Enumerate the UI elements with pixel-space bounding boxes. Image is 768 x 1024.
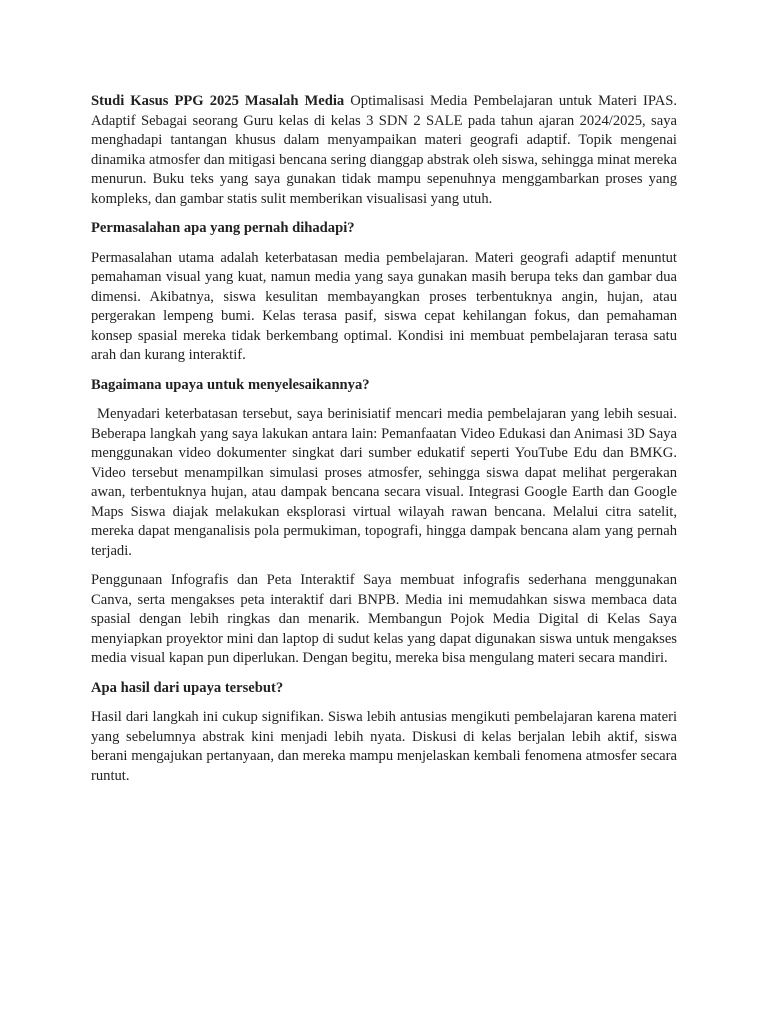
section-heading-result: Apa hasil dari upaya tersebut? bbox=[91, 679, 284, 696]
intro-paragraph bbox=[91, 92, 677, 209]
case-study-title: Studi Kasus PPG 2025 Masalah Media bbox=[91, 93, 345, 109]
solution-paragraph-1: Menyadari keterbatasan tersebut, saya berinisiatif mencari media pembelajaran yang lebih sesuai. Beberapa langkah yang saya lakukan antara lain: Pemanfaatan Video Edukasi dan Animasi 3D Saya menggunakan video dokumenter singkat dari sumber edukatif seperti YouTube Edu dan BMKG. Video tersebut menampilkan simulasi proses atmosfer, sehingga siswa dapat melihat pergerakan awan, terbentuknya hujan, atau dampak bencana secara visual. Integrasi Google Earth dan Google Maps Siswa diajak melakukan eksplorasi virtual wilayah rawan bencana. Melalui citra satelit, mereka dapat menganalisis pola permukiman, topografi, hingga dampak bencana alam yang pernah terjadi. bbox=[91, 406, 677, 559]
section-heading-problem: Permasalahan apa yang pernah dihadapi? bbox=[91, 220, 355, 236]
result-paragraph: Hasil dari langkah ini cukup signifikan. Siswa lebih antusias mengikuti pembelajaran karena materi yang sebelumnya abstrak kini menjadi lebih nyata. Diskusi di kelas berjalan lebih aktif, siswa berani mengajukan pertanyaan, dan mereka mampu menjelaskan kembali fenomena atmosfer secara runtut. bbox=[91, 709, 677, 784]
document-page bbox=[91, 92, 677, 796]
solution-paragraph-2: Penggunaan Infografis dan Peta Interaktif Saya membuat infografis sederhana menggunakan Canva, serta mengakses peta interaktif dari BNPB. Media ini memudahkan siswa membaca data spasial dengan lebih ringkas dan menarik. Membangun Pojok Media Digital di Kelas Saya menyiapkan proyektor mini dan laptop di sudut kelas yang dapat digunakan siswa untuk mengakses media visual kapan pun diperlukan. Dengan begitu, mereka bisa mengulang materi secara mandiri. bbox=[91, 572, 677, 666]
section-heading-solution: Bagaimana upaya untuk menyelesaikannya? bbox=[91, 376, 370, 393]
problem-paragraph: Permasalahan utama adalah keterbatasan media pembelajaran. Materi geografi adaptif menuntut pemahaman visual yang kuat, namun media yang saya gunakan masih berupa teks dan gambar dua dimensi. Akibatnya, siswa kesulitan membayangkan proses terbentuknya angin, hujan, atau pergerakan lempeng bumi. Kelas terasa pasif, siswa cepat kehilangan fokus, dan pemahaman konsep spasial mereka tidak berkembang optimal. Kondisi ini membuat pembelajaran terasa satu arah dan kurang interaktif. bbox=[91, 249, 677, 363]
intro-text: Optimalisasi Media Pembelajaran untuk Materi IPAS. Adaptif Sebagai seorang Guru kelas di kelas 3 SDN 2 SALE pada tahun ajaran 2024/2025, saya menghadapi tantangan khusus dalam menyampaikan materi geografi adaptif. Topik mengenai dinamika atmosfer dan mitigasi bencana sering dianggap abstrak oleh siswa, sehingga minat mereka menurun. Buku teks yang saya gunakan tidak mampu sepenuhnya menggambarkan proses yang kompleks, dan gambar statis sulit memberikan visualisasi yang utuh. bbox=[91, 93, 678, 207]
